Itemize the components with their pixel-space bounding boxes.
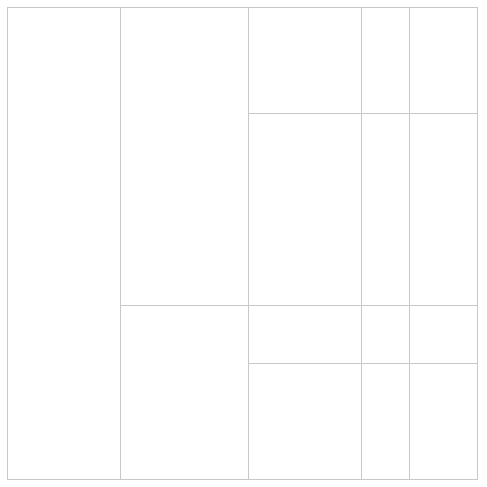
table-row <box>8 8 478 114</box>
task-cell <box>249 306 362 364</box>
section-cell <box>121 306 249 480</box>
lead-unit-cell <box>362 114 410 306</box>
task-cell <box>249 364 362 480</box>
chapter-cell <box>8 8 121 480</box>
partner-units-cell <box>410 306 478 364</box>
task-table-container <box>7 7 477 479</box>
partner-units-cell <box>410 364 478 480</box>
task-cell <box>249 8 362 114</box>
lead-unit-cell <box>362 8 410 114</box>
partner-units-cell <box>410 8 478 114</box>
lead-unit-cell <box>362 306 410 364</box>
lead-unit-cell <box>362 364 410 480</box>
partner-units-cell <box>410 114 478 306</box>
task-cell <box>249 114 362 306</box>
task-table <box>7 7 478 480</box>
section-cell <box>121 8 249 306</box>
